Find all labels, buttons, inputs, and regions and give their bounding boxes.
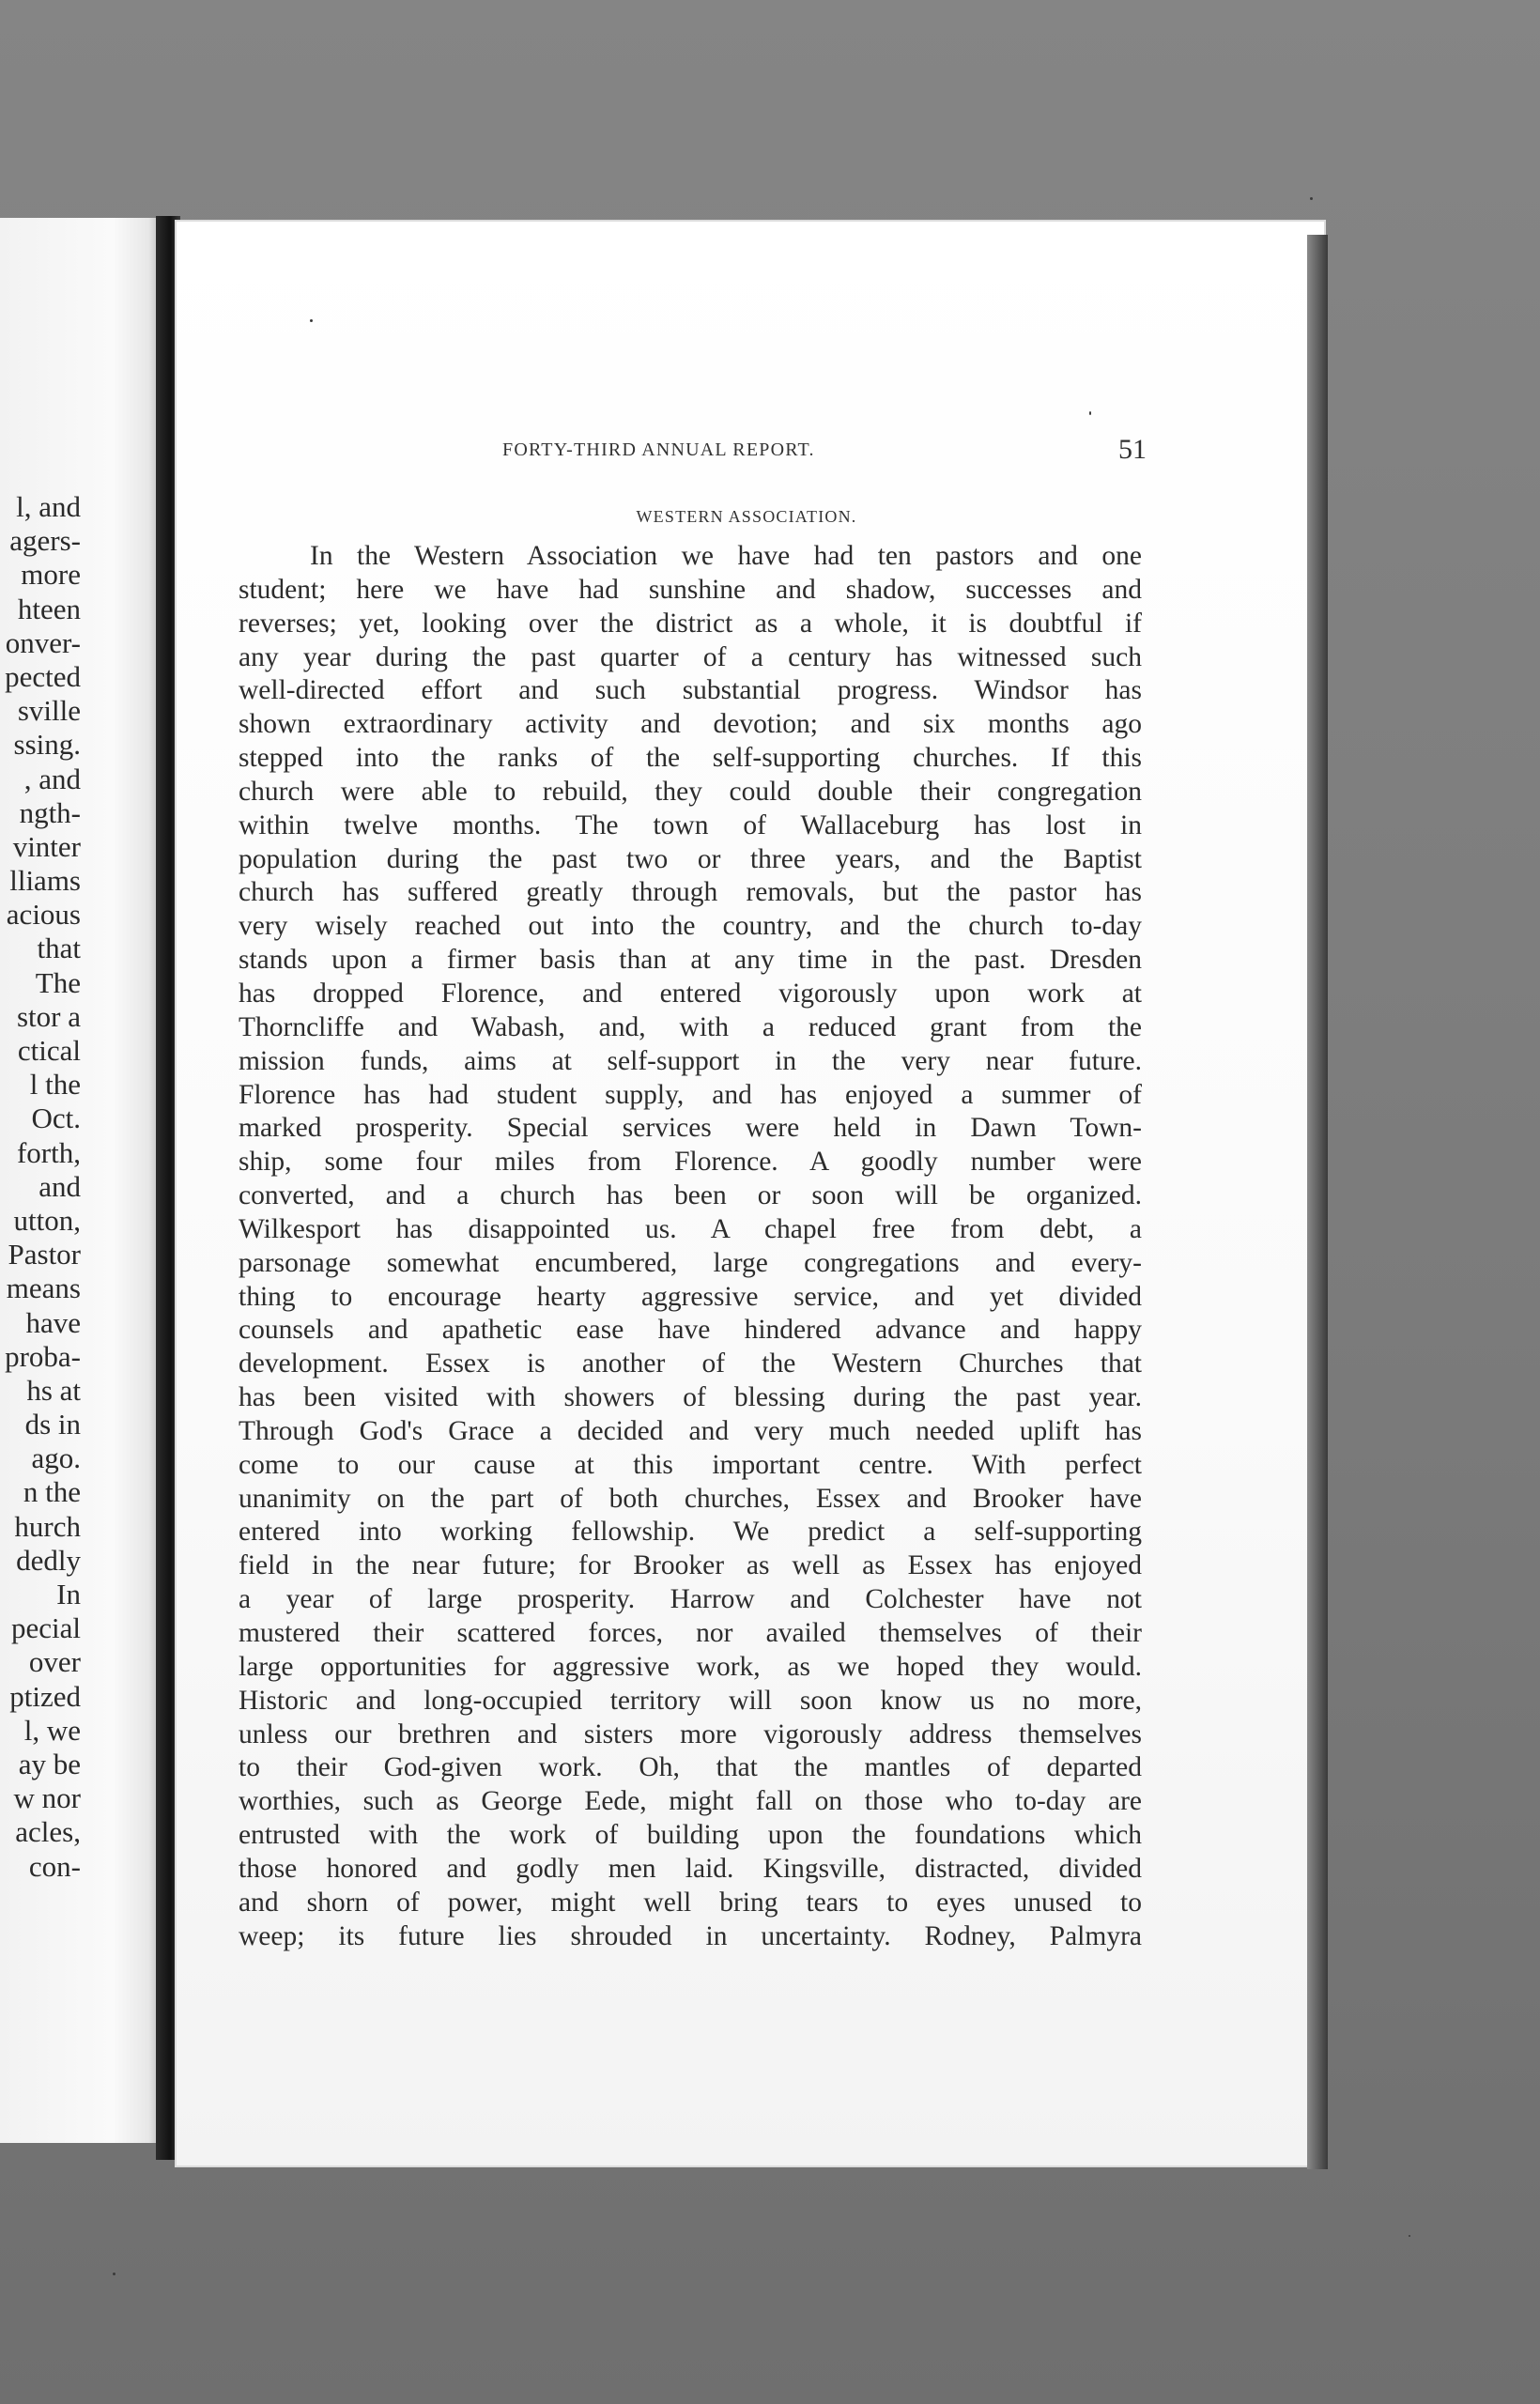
text-line: shown extraordinary activity and devotion; and six months ago	[239, 709, 1142, 740]
text-line: any year during the past quarter of a century has witnessed such	[239, 641, 1142, 672]
text-line: unless our brethren and sisters more vigorously address themselves	[239, 1718, 1142, 1749]
left-page-line-ends	[5, 490, 81, 1883]
text-line: has been visited with showers of blessing during the past year.	[239, 1382, 1142, 1413]
left-page-line: agers-	[9, 524, 81, 558]
left-page-line: l, we	[23, 1713, 81, 1747]
text-line: Wilkesport has disappointed us. A chapel free from debt, a	[239, 1213, 1142, 1244]
left-page-line: Oct.	[31, 1102, 81, 1135]
running-head	[324, 434, 1169, 471]
text-line: marked prosperity. Special services were held in Dawn Town-	[239, 1113, 1142, 1144]
left-page-line: hteen	[17, 592, 81, 625]
text-line: Through God's Grace a decided and very much needed uplift has	[239, 1415, 1142, 1446]
left-page-line: lliams	[9, 864, 81, 898]
left-facing-page	[0, 218, 162, 2143]
text-line: unanimity on the part of both churches, Essex and Brooker have	[239, 1483, 1142, 1514]
left-page-line: stor a	[16, 999, 81, 1033]
left-page-line: onver-	[5, 625, 81, 659]
left-page-line: acious	[6, 898, 81, 932]
text-line: come to our cause at this important centre. With perfect	[239, 1449, 1142, 1480]
left-page-line: ptized	[9, 1679, 81, 1713]
left-page-line: means	[6, 1271, 81, 1305]
text-line: population during the past two or three years, and the Baptist	[239, 843, 1142, 874]
text-line: In the Western Association we have had ten pastors and one	[310, 541, 1142, 571]
page-edge-shadow	[1307, 235, 1328, 2169]
left-page-line: more	[21, 558, 81, 592]
left-page-line: The	[35, 965, 81, 999]
running-head-title: FORTY-THIRD ANNUAL REPORT.	[502, 439, 815, 460]
left-page-line: l the	[29, 1068, 81, 1102]
text-line: worthies, such as George Eede, might fall on those who to-day are	[239, 1786, 1142, 1817]
page-number: 51	[1118, 434, 1147, 465]
text-line: mustered their scattered forces, nor availed themselves of their	[239, 1618, 1142, 1648]
text-line: thing to encourage hearty aggressive service, and yet divided	[239, 1281, 1142, 1312]
text-line: well-directed effort and such substantial progress. Windsor has	[239, 675, 1142, 706]
left-page-line: have	[25, 1305, 81, 1339]
left-page-line: con-	[28, 1849, 81, 1883]
text-line: Historic and long-occupied territory will soon know us no more,	[239, 1685, 1142, 1716]
left-page-line: Pastor	[8, 1238, 81, 1271]
text-line: entrusted with the work of building upon the foundations which	[239, 1820, 1142, 1851]
left-page-line: forth,	[16, 1135, 81, 1169]
left-page-line: w nor	[13, 1781, 81, 1815]
text-line: weep; its future lies shrouded in uncertainty. Rodney, Palmyra	[239, 1920, 1142, 1951]
text-line: development. Essex is another of the Western Churches that	[239, 1348, 1142, 1379]
left-page-line: ngth-	[19, 795, 81, 829]
text-line: those honored and godly men laid. Kingsville, distracted, divided	[239, 1853, 1142, 1884]
text-line: mission funds, aims at self-support in the very near future.	[239, 1045, 1142, 1076]
text-line: stands upon a firmer basis than at any time in the past. Dresden	[239, 945, 1142, 976]
text-line: Florence has had student supply, and has enjoyed a summer of	[239, 1079, 1142, 1110]
text-line: ship, some four miles from Florence. A goodly number were	[239, 1147, 1142, 1178]
left-page-line: sville	[17, 694, 81, 728]
left-page-line: vinter	[12, 829, 81, 863]
left-page-line: acles,	[15, 1815, 81, 1849]
text-line: church were able to rebuild, they could double their congregation	[239, 776, 1142, 807]
text-line: within twelve months. The town of Wallaceburg has lost in	[239, 809, 1142, 840]
text-line: a year of large prosperity. Harrow and Colchester have not	[239, 1584, 1142, 1615]
text-line: large opportunities for aggressive work, as we hoped they would.	[239, 1651, 1142, 1682]
text-line: parsonage somewhat encumbered, large congregations and every-	[239, 1247, 1142, 1278]
text-line: student; here we have had sunshine and shadow, successes and	[239, 574, 1142, 605]
left-page-line: ago.	[31, 1441, 81, 1475]
text-line: Thorncliffe and Wabash, and, with a reduced grant from the	[239, 1011, 1142, 1042]
text-line: field in the near future; for Brooker as well as Essex has enjoyed	[239, 1550, 1142, 1581]
text-line: counsels and apathetic ease have hindered advance and happy	[239, 1315, 1142, 1346]
text-line: very wisely reached out into the country, and the church to-day	[239, 911, 1142, 942]
left-page-line: dedly	[16, 1543, 81, 1577]
text-line: reverses; yet, looking over the district as a whole, it is doubtful if	[239, 608, 1142, 639]
left-page-line: ay be	[18, 1747, 81, 1780]
text-line: entered into working fellowship. We predict a self-supporting	[239, 1517, 1142, 1548]
left-page-line: n the	[23, 1475, 81, 1509]
text-line: stepped into the ranks of the self-supporting churches. If this	[239, 743, 1142, 774]
body-text	[239, 540, 1142, 1953]
left-page-line: hurch	[14, 1509, 81, 1543]
section-heading: WESTERN ASSOCIATION.	[636, 507, 857, 526]
left-page-line: ds in	[24, 1408, 81, 1441]
left-page-line: proba-	[5, 1339, 81, 1373]
text-line: has dropped Florence, and entered vigorously upon work at	[239, 978, 1142, 1009]
left-page-line: l, and	[16, 490, 81, 523]
text-line: to their God-given work. Oh, that the mantles of departed	[239, 1752, 1142, 1783]
left-page-line: ssing.	[13, 728, 81, 762]
text-line: church has suffered greatly through removals, but the pastor has	[239, 877, 1142, 908]
left-page-line: utton,	[13, 1203, 81, 1237]
text-line: converted, and a church has been or soon will be organized.	[239, 1180, 1142, 1211]
left-page-line: ctical	[17, 1034, 81, 1067]
left-page-line: hs at	[26, 1373, 81, 1407]
text-line: and shorn of power, might well bring tears to eyes unused to	[239, 1887, 1142, 1918]
left-page-line: that	[37, 932, 81, 965]
left-page-line: and	[38, 1169, 81, 1203]
left-page-line: pecial	[10, 1611, 81, 1645]
left-page-line: over	[28, 1645, 81, 1679]
left-page-line: In	[56, 1578, 81, 1610]
left-page-line: , and	[23, 762, 81, 795]
left-page-line: pected	[5, 659, 81, 693]
